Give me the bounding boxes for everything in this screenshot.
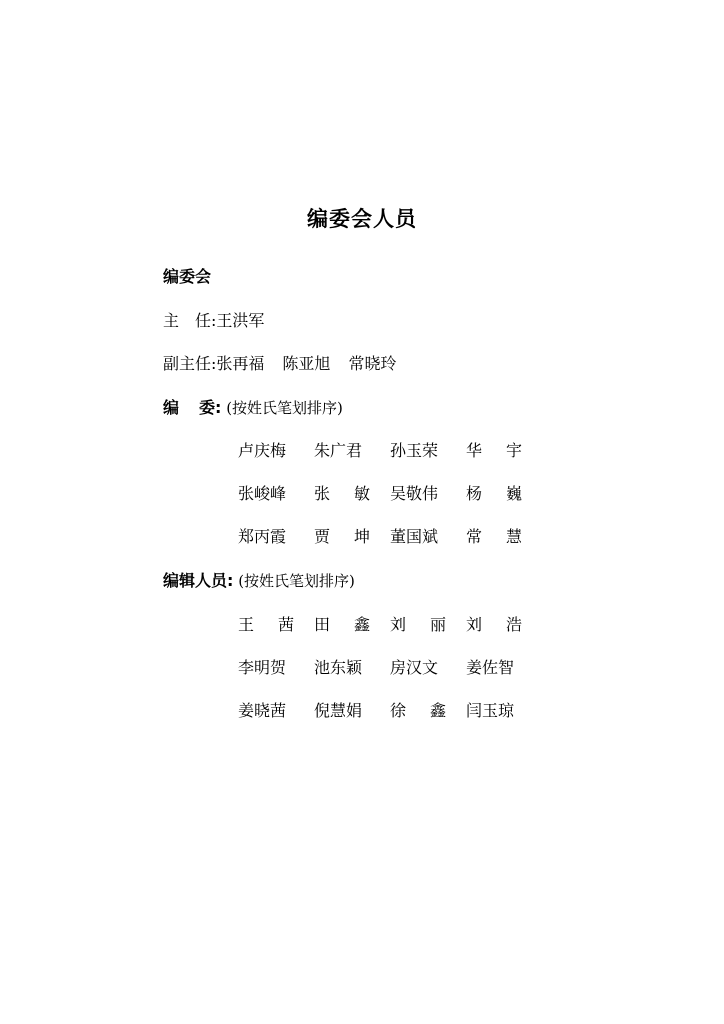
- person-name: 朱广君: [314, 441, 363, 460]
- director-label-char-2: 任: [195, 311, 212, 330]
- name-cell: [390, 700, 466, 722]
- person-name: 郑丙霞: [238, 527, 287, 546]
- vice-director-name: 张再福: [216, 354, 265, 373]
- members-sort-note: (按姓氏笔划排序): [221, 399, 343, 417]
- name-cell: [314, 440, 390, 462]
- person-name: 姜佐智: [466, 658, 515, 677]
- name-row: [238, 700, 542, 722]
- director-label-char-1: 主: [163, 311, 180, 330]
- name-cell: [314, 614, 390, 636]
- name-cell: [238, 614, 314, 636]
- members-heading: [163, 397, 343, 419]
- vice-director-name: 陈亚旭: [282, 354, 331, 373]
- person-name: 田 鑫: [314, 615, 370, 634]
- person-name: 孙玉荣: [390, 441, 439, 460]
- person-name: 池东颖: [314, 658, 363, 677]
- person-name: 杨 巍: [466, 484, 522, 503]
- name-row: [238, 657, 542, 679]
- members-label-char-2: 委: [199, 398, 216, 417]
- name-cell: [238, 700, 314, 722]
- editors-grid: [238, 614, 542, 743]
- editors-heading: [163, 570, 355, 592]
- person-name: 华 宇: [466, 441, 522, 460]
- person-name: 刘 浩: [466, 615, 522, 634]
- person-name: 卢庆梅: [238, 441, 287, 460]
- name-cell: [238, 526, 314, 548]
- name-cell: [466, 700, 542, 722]
- name-cell: [390, 526, 466, 548]
- person-name: 张 敏: [314, 484, 370, 503]
- name-cell: [314, 657, 390, 679]
- name-cell: [390, 657, 466, 679]
- name-cell: [390, 440, 466, 462]
- name-cell: [466, 526, 542, 548]
- person-name: 董国斌: [390, 527, 439, 546]
- name-cell: [390, 614, 466, 636]
- person-name: 贾 坤: [314, 527, 370, 546]
- members-separator: :: [215, 398, 222, 417]
- director-name: 王洪军: [216, 311, 265, 330]
- name-cell: [466, 483, 542, 505]
- members-label-char-1: 编: [163, 398, 180, 417]
- name-row: [238, 526, 542, 548]
- person-name: 常 慧: [466, 527, 522, 546]
- committee-heading: 编委会: [163, 267, 212, 286]
- vice-director-name: 常晓玲: [348, 354, 397, 373]
- person-name: 张峻峰: [238, 484, 287, 503]
- director-separator: :: [211, 311, 217, 330]
- name-cell: [238, 440, 314, 462]
- vice-director-separator: :: [211, 354, 217, 373]
- name-row: [238, 614, 542, 636]
- director-line: [163, 310, 264, 332]
- person-name: 闫玉琼: [466, 701, 515, 720]
- name-cell: [238, 657, 314, 679]
- person-name: 刘 丽: [390, 615, 446, 634]
- name-cell: [238, 483, 314, 505]
- name-cell: [314, 483, 390, 505]
- page-title: 编委会人员: [307, 207, 417, 231]
- person-name: 姜晓茜: [238, 701, 287, 720]
- person-name: 倪慧娟: [314, 701, 363, 720]
- person-name: 李明贺: [238, 658, 287, 677]
- name-row: [238, 483, 542, 505]
- name-cell: [314, 700, 390, 722]
- editors-separator: :: [227, 571, 234, 590]
- members-grid: [238, 440, 542, 569]
- editors-label: 编辑人员: [163, 571, 228, 590]
- person-name: 王 茜: [238, 615, 294, 634]
- vice-director-label: 副主任: [163, 354, 212, 373]
- name-row: [238, 440, 542, 462]
- vice-director-line: [163, 353, 414, 375]
- person-name: 吴敬伟: [390, 484, 439, 503]
- name-cell: [314, 526, 390, 548]
- name-cell: [390, 483, 466, 505]
- name-cell: [466, 614, 542, 636]
- person-name: 徐 鑫: [390, 701, 446, 720]
- name-cell: [466, 657, 542, 679]
- person-name: 房汉文: [390, 658, 439, 677]
- editors-sort-note: (按姓氏笔划排序): [233, 572, 355, 590]
- name-cell: [466, 440, 542, 462]
